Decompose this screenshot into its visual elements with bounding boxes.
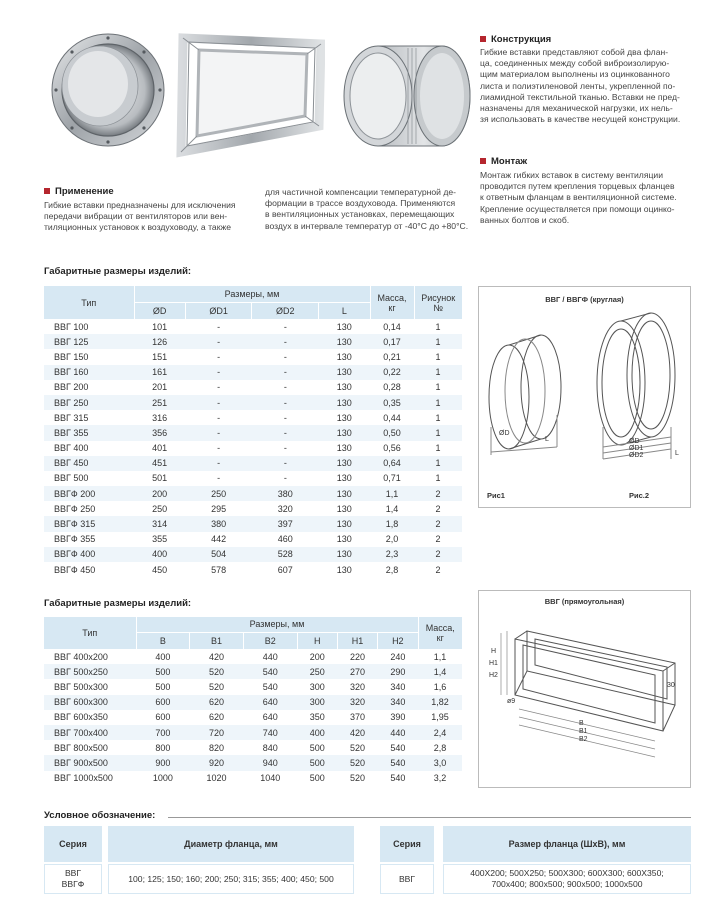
header-h2: H2 — [378, 632, 418, 649]
round-value-cell: 2 — [414, 516, 462, 531]
rect-value-cell: 300 — [309, 681, 325, 692]
round-type-cell: ВВГ 160 — [44, 365, 134, 380]
round-value-cell: 0,71 — [383, 473, 401, 484]
header-h: H — [297, 632, 337, 649]
rect-value-cell: 600 — [136, 695, 190, 710]
dim-b1-label: B1 — [579, 728, 588, 735]
round-type-cell: ВВГ 250 — [44, 395, 134, 410]
round-value-cell: 355 — [152, 534, 168, 545]
round-value-cell: 0,64 — [370, 456, 414, 471]
rect-value-cell: 340 — [378, 695, 418, 710]
header-dimensions: Размеры, мм — [134, 286, 370, 302]
table2-title: Габаритные размеры изделий: — [44, 598, 192, 609]
table-row — [44, 679, 462, 694]
round-value-cell: - — [252, 334, 319, 349]
table-row — [44, 547, 462, 562]
round-value-cell: 450 — [152, 564, 168, 575]
round-value-cell: 130 — [336, 564, 352, 575]
dim-b-label: B — [579, 720, 584, 727]
round-value-cell: 2 — [414, 486, 462, 501]
round-value-cell: 1 — [414, 365, 462, 380]
header-h1: H1 — [337, 632, 377, 649]
rect-value-cell: 350 — [309, 712, 325, 723]
rect-type-cell: ВВГ 700х400 — [44, 725, 136, 740]
round-value-cell: 356 — [134, 425, 185, 440]
round-value-cell: - — [217, 382, 221, 393]
rect-value-cell: 1,6 — [433, 681, 447, 692]
round-value-cell: 528 — [252, 547, 319, 562]
rect-value-cell: 400 — [297, 725, 337, 740]
table-row — [44, 532, 462, 547]
header-mass: Масса, кг — [370, 286, 414, 319]
round-type-cell: ВВГФ 200 — [44, 486, 134, 501]
rect-value-cell: 1020 — [206, 773, 227, 784]
round-value-cell: 607 — [277, 564, 293, 575]
rect-value-cell: 440 — [262, 651, 278, 662]
rect-value-cell: 250 — [297, 664, 337, 679]
rect-value-cell: 370 — [349, 712, 366, 723]
round-value-cell: 1,4 — [385, 503, 399, 514]
rect-value-cell: 540 — [390, 742, 406, 753]
figure1-label: Рис1 — [487, 491, 505, 500]
round-value-cell: 0,21 — [383, 351, 401, 362]
rect-value-cell: 520 — [209, 681, 225, 692]
rect-type-cell: ВВГ 800х500 — [54, 742, 108, 753]
round-value-cell: 161 — [134, 365, 185, 380]
header-b: B — [136, 632, 190, 649]
round-value-cell: 2 — [414, 547, 462, 562]
dim-h-label: H — [491, 648, 497, 655]
table1-title: Габаритные размеры изделий: — [44, 266, 192, 277]
legend-left-diameter-header: Диаметр фланца, мм — [108, 826, 354, 862]
table-row — [44, 664, 462, 679]
round-value-cell: 0,22 — [370, 365, 414, 380]
rect-value-cell: 1000 — [152, 773, 173, 784]
dim-l-label-2: L — [675, 450, 679, 457]
product-photo-rectangular — [175, 30, 325, 160]
round-value-cell: 200 — [134, 486, 185, 501]
dim-h1-label: H1 — [489, 660, 498, 667]
round-value-cell: 400 — [134, 547, 185, 562]
rect-value-cell: 520 — [349, 773, 366, 784]
product-photo-round-flanged — [40, 22, 170, 152]
round-value-cell: 0,28 — [383, 382, 401, 393]
round-value-cell: - — [217, 473, 221, 484]
rect-value-cell: 500 — [136, 664, 190, 679]
round-type-cell: ВВГ 125 — [44, 334, 134, 349]
round-value-cell: 0,17 — [370, 334, 414, 349]
rect-value-cell: 640 — [262, 712, 278, 723]
rect-value-cell: 540 — [390, 773, 406, 784]
header-dimensions-2: Размеры, мм — [136, 617, 418, 632]
rect-type-cell: ВВГ 500х300 — [54, 681, 108, 692]
round-value-cell: 1,1 — [370, 486, 414, 501]
rect-value-cell: 600 — [155, 712, 171, 723]
round-value-cell: 101 — [152, 321, 168, 332]
round-value-cell: 126 — [134, 334, 185, 349]
mounting-text: Монтаж гибких вставок в систему вентиляции проводится путем крепления торцевых фланцев к ответным фланцам в вентиляционной системе. Крепление осуществляется при помощи оцинко- ванных болтов и скоб. — [480, 170, 677, 225]
round-value-cell: 130 — [319, 516, 370, 531]
round-value-cell: 130 — [336, 503, 352, 514]
round-value-cell: 130 — [319, 486, 370, 501]
round-value-cell: 2 — [435, 534, 441, 545]
round-value-cell: - — [283, 473, 287, 484]
rect-value-cell: 740 — [243, 725, 297, 740]
rect-type-cell: ВВГ 500х250 — [44, 664, 136, 679]
round-value-cell: 316 — [152, 412, 168, 423]
round-value-cell: 1 — [435, 382, 441, 393]
table-row — [44, 349, 462, 364]
dim-hole-label: ø9 — [507, 698, 516, 705]
table-row — [44, 365, 462, 380]
round-value-cell: 0,35 — [370, 395, 414, 410]
rect-type-cell: ВВГ 900х500 — [44, 755, 136, 770]
round-value-cell: 130 — [336, 473, 352, 484]
round-type-cell: ВВГ 150 — [54, 351, 89, 362]
legend-right-size-values: 400Х200; 500Х250; 500Х300; 600Х300; 600Х350; 700х400; 800х500; 900х500; 1000х500 — [443, 864, 691, 894]
round-type-cell: ВВГ 100 — [54, 321, 89, 332]
rect-value-cell: 1,82 — [418, 695, 462, 710]
table-row — [44, 380, 462, 395]
legend-right-series-value: ВВГ — [380, 864, 434, 894]
dim-30-label: 30 — [667, 682, 675, 689]
rect-value-cell: 640 — [243, 695, 297, 710]
round-value-cell: 130 — [319, 547, 370, 562]
table-row — [44, 486, 462, 501]
round-value-cell: 1 — [414, 334, 462, 349]
dim-d1-label: ØD1 — [629, 445, 644, 452]
table-row — [44, 710, 462, 725]
header-d1: ØD1 — [185, 302, 252, 319]
application-text-right: для частичной компенсации температурной де- формации в трассе воздуховода. Применяются в вентиляционных установках, перемещающих воздух в интервале температур от -40°С до +80°С. — [265, 187, 469, 231]
round-value-cell: 2 — [435, 564, 441, 575]
round-value-cell: 401 — [152, 443, 168, 454]
round-value-cell: 460 — [277, 534, 293, 545]
rect-value-cell: 900 — [136, 755, 190, 770]
rect-type-cell: ВВГ 600х350 — [54, 712, 108, 723]
rect-value-cell: 220 — [349, 651, 366, 662]
round-value-cell: 0,56 — [383, 443, 401, 454]
mounting-heading: Монтаж — [480, 156, 527, 167]
round-value-cell: 2,0 — [385, 534, 399, 545]
round-type-cell: ВВГ 450 — [44, 456, 134, 471]
round-value-cell: 442 — [211, 534, 227, 545]
round-value-cell: 130 — [336, 351, 352, 362]
round-type-cell: ВВГФ 250 — [54, 503, 96, 514]
round-value-cell: - — [252, 395, 319, 410]
round-value-cell: 130 — [319, 365, 370, 380]
round-value-cell: - — [217, 443, 221, 454]
round-value-cell: 1 — [414, 395, 462, 410]
table-row — [44, 771, 462, 786]
round-value-cell: 151 — [152, 351, 168, 362]
round-type-cell: ВВГ 200 — [54, 382, 89, 393]
round-value-cell: 251 — [134, 395, 185, 410]
dim-l-label: L — [545, 436, 549, 443]
dim-d-label: ØD — [499, 430, 510, 437]
rect-value-cell: 290 — [378, 664, 418, 679]
rect-value-cell: 500 — [309, 773, 325, 784]
rectangular-drawing — [479, 591, 692, 789]
construction-text: Гибкие вставки представляют собой два флан- ца, соединенных между собой виброизолирую- щим материалом выполнены из оцинкованного листа и полиэтиленовой ленты, укрепленной по- лиамидной текстильной тканью. Вставки не пред- назначены для механической нагрузки, их нель- зя использовать в качестве несущей конструкции. — [480, 47, 681, 125]
round-type-cell: ВВГ 315 — [54, 412, 89, 423]
round-value-cell: 2,3 — [370, 547, 414, 562]
rect-value-cell: 920 — [190, 755, 244, 770]
rect-type-cell: ВВГ 600х300 — [44, 695, 136, 710]
figure2-label: Рис.2 — [629, 491, 650, 500]
rect-value-cell: 300 — [297, 695, 337, 710]
rect-value-cell: 540 — [262, 681, 278, 692]
table-row — [44, 740, 462, 755]
rect-value-cell: 840 — [262, 742, 278, 753]
round-value-cell: - — [185, 456, 252, 471]
table-row — [44, 501, 462, 516]
rect-value-cell: 940 — [243, 755, 297, 770]
table-row — [44, 562, 462, 577]
round-value-cell: 1 — [435, 351, 441, 362]
round-value-cell: - — [252, 456, 319, 471]
rect-value-cell: 1,4 — [418, 664, 462, 679]
table-row — [44, 319, 462, 334]
round-sizes-table — [44, 286, 462, 577]
round-drawing-box — [478, 286, 691, 508]
table-row — [44, 649, 462, 664]
header-b1: B1 — [190, 632, 244, 649]
rect-value-cell: 340 — [390, 681, 406, 692]
round-value-cell: 320 — [277, 503, 293, 514]
round-value-cell: - — [252, 365, 319, 380]
bullet-square-icon — [480, 158, 486, 164]
header-figure: Рисунок № — [414, 286, 462, 319]
round-value-cell: 2 — [435, 503, 441, 514]
rect-value-cell: 800 — [155, 742, 171, 753]
round-value-cell: 0,50 — [370, 425, 414, 440]
legend-right-series-header: Серия — [380, 826, 434, 862]
rect-value-cell: 540 — [243, 664, 297, 679]
round-value-cell: - — [217, 321, 221, 332]
rect-type-cell: ВВГ 1000х500 — [54, 773, 113, 784]
round-type-cell: ВВГ 355 — [44, 425, 134, 440]
rect-value-cell: 200 — [309, 651, 325, 662]
round-type-cell: ВВГФ 400 — [44, 547, 134, 562]
figure1-title: ВВГ / ВВГФ (круглая) — [545, 295, 624, 304]
round-value-cell: 0,44 — [383, 412, 401, 423]
round-type-cell: ВВГФ 315 — [44, 516, 134, 531]
round-value-cell: 504 — [185, 547, 252, 562]
rect-value-cell: 540 — [378, 755, 418, 770]
rect-value-cell: 2,4 — [418, 725, 462, 740]
table-row — [44, 441, 462, 456]
legend-left-diameter-values: 100; 125; 150; 160; 200; 250; 315; 355; 400; 450; 500 — [108, 864, 354, 894]
header-mass-2: Масса, кг — [418, 617, 462, 649]
rect-value-cell: 700 — [136, 725, 190, 740]
round-value-cell: - — [283, 382, 287, 393]
rect-value-cell: 420 — [209, 651, 225, 662]
round-value-cell: - — [252, 425, 319, 440]
round-value-cell: - — [185, 395, 252, 410]
bullet-square-icon — [480, 36, 486, 42]
application-heading: Применение — [44, 186, 114, 197]
table-row — [44, 425, 462, 440]
round-value-cell: 0,14 — [383, 321, 401, 332]
table-row — [44, 695, 462, 710]
dim-d2-label: ØD2 — [629, 452, 644, 459]
figure2-title: ВВГ (прямоугольная) — [544, 597, 625, 606]
dim-b2-label: B2 — [579, 736, 588, 743]
table-row — [44, 410, 462, 425]
rectangular-drawing-box — [478, 590, 691, 788]
legend-left-series-header: Серия — [44, 826, 102, 862]
rect-value-cell: 320 — [349, 681, 366, 692]
legend-title: Условное обозначение: — [44, 810, 156, 821]
round-value-cell: 130 — [336, 321, 352, 332]
round-drawings — [479, 287, 692, 509]
rect-value-cell: 500 — [155, 681, 171, 692]
rect-value-cell: 720 — [190, 725, 244, 740]
legend-divider — [168, 817, 691, 818]
round-value-cell: 501 — [152, 473, 168, 484]
legend-right-size-header: Размер фланца (ШхВ), мм — [443, 826, 691, 862]
dim-h2-label: H2 — [489, 672, 498, 679]
rect-value-cell: 1040 — [260, 773, 281, 784]
rectangular-sizes-table — [44, 617, 462, 786]
rect-value-cell: 620 — [209, 712, 225, 723]
rect-value-cell: 500 — [309, 742, 325, 753]
table-row — [44, 456, 462, 471]
table-row — [44, 725, 462, 740]
rect-value-cell: 500 — [297, 755, 337, 770]
construction-heading: Конструкция — [480, 34, 551, 45]
round-value-cell: 130 — [336, 443, 352, 454]
rect-value-cell: 390 — [390, 712, 406, 723]
round-value-cell: 380 — [185, 516, 252, 531]
round-type-cell: ВВГФ 450 — [54, 564, 96, 575]
round-value-cell: - — [283, 321, 287, 332]
rect-value-cell: 240 — [390, 651, 406, 662]
rect-value-cell: 520 — [190, 664, 244, 679]
rect-value-cell: 520 — [349, 742, 366, 753]
round-value-cell: - — [283, 443, 287, 454]
round-value-cell: 1 — [435, 412, 441, 423]
table-row — [44, 471, 462, 486]
rect-value-cell: 420 — [337, 725, 377, 740]
rect-value-cell: 320 — [337, 695, 377, 710]
round-value-cell: 380 — [252, 486, 319, 501]
bullet-square-icon — [44, 188, 50, 194]
rect-value-cell: 270 — [337, 664, 377, 679]
round-value-cell: 130 — [336, 382, 352, 393]
round-value-cell: - — [217, 412, 221, 423]
round-value-cell: 130 — [319, 334, 370, 349]
round-type-cell: ВВГ 500 — [54, 473, 89, 484]
round-value-cell: 295 — [211, 503, 227, 514]
round-value-cell: 397 — [252, 516, 319, 531]
rect-value-cell: 400 — [155, 651, 171, 662]
rect-value-cell: 2,8 — [433, 742, 447, 753]
round-value-cell: 130 — [319, 456, 370, 471]
legend-left-series-value: ВВГ ВВГФ — [44, 864, 102, 894]
application-text-left: Гибкие вставки предназначены для исключения передачи вибрации от вентиляторов или вен- тиляционных установок к воздуховоду, а также — [44, 200, 236, 233]
round-value-cell: 1,8 — [370, 516, 414, 531]
header-d2: ØD2 — [252, 302, 319, 319]
round-value-cell: 1 — [435, 473, 441, 484]
header-b2: B2 — [243, 632, 297, 649]
rect-value-cell: 1,1 — [433, 651, 447, 662]
header-type: Тип — [44, 286, 134, 319]
round-value-cell: 1 — [435, 443, 441, 454]
round-value-cell: - — [185, 425, 252, 440]
round-value-cell: - — [217, 351, 221, 362]
round-value-cell: 130 — [319, 425, 370, 440]
rect-value-cell: 3,2 — [433, 773, 447, 784]
rect-type-cell: ВВГ 400х200 — [54, 651, 108, 662]
rect-value-cell: 440 — [378, 725, 418, 740]
rect-value-cell: 820 — [209, 742, 225, 753]
rect-value-cell: 620 — [190, 695, 244, 710]
round-value-cell: 130 — [336, 534, 352, 545]
product-photo-round-sleeve — [338, 38, 473, 153]
table-row — [44, 755, 462, 770]
rect-value-cell: 1,95 — [431, 712, 449, 723]
round-type-cell: ВВГФ 355 — [54, 534, 96, 545]
round-value-cell: 130 — [336, 412, 352, 423]
rect-value-cell: 520 — [337, 755, 377, 770]
round-type-cell: ВВГ 400 — [54, 443, 89, 454]
round-value-cell: 314 — [134, 516, 185, 531]
round-value-cell: 201 — [152, 382, 168, 393]
round-value-cell: - — [283, 351, 287, 362]
round-value-cell: 1 — [414, 456, 462, 471]
dim-d-label-2: ØD — [629, 438, 640, 445]
rect-value-cell: 3,0 — [418, 755, 462, 770]
round-value-cell: - — [185, 365, 252, 380]
table-row — [44, 516, 462, 531]
round-value-cell: 2,8 — [385, 564, 399, 575]
round-value-cell: - — [283, 412, 287, 423]
header-d: ØD — [134, 302, 185, 319]
header-type-2: Тип — [44, 617, 136, 649]
round-value-cell: 1 — [414, 425, 462, 440]
round-value-cell: 250 — [152, 503, 168, 514]
round-value-cell: 578 — [211, 564, 227, 575]
round-value-cell: 451 — [134, 456, 185, 471]
round-value-cell: - — [185, 334, 252, 349]
table-row — [44, 334, 462, 349]
round-value-cell: 130 — [319, 395, 370, 410]
table-row — [44, 395, 462, 410]
header-l: L — [319, 302, 370, 319]
round-value-cell: 250 — [185, 486, 252, 501]
round-value-cell: 1 — [435, 321, 441, 332]
